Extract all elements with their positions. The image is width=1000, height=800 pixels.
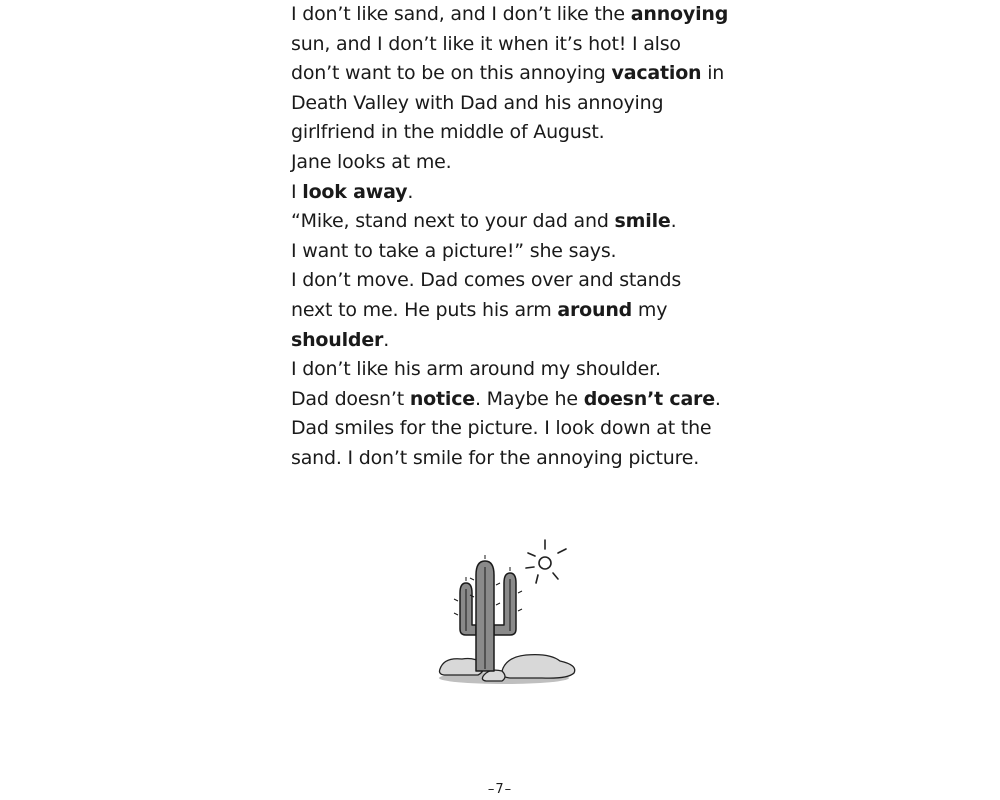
text-segment: . Maybe he bbox=[474, 387, 584, 410]
bold-word: annoying bbox=[630, 3, 729, 25]
text-line bbox=[291, 385, 731, 415]
text-line bbox=[291, 118, 731, 148]
text-segment: . bbox=[383, 328, 390, 351]
bold-word: vacation bbox=[611, 62, 702, 85]
text-segment: I bbox=[291, 180, 303, 203]
text-segment: I want to take a picture!” she says. bbox=[291, 239, 617, 262]
text-segment: girlfriend in the middle of August. bbox=[291, 121, 605, 144]
text-segment: I don’t move. Dad comes over and stands bbox=[291, 269, 682, 292]
text-line bbox=[291, 89, 731, 119]
cactus-and-sun-icon bbox=[432, 535, 577, 690]
text-line bbox=[291, 296, 731, 326]
text-line bbox=[291, 414, 731, 444]
text-segment: . bbox=[670, 210, 677, 233]
text-line bbox=[291, 355, 731, 385]
text-segment: in bbox=[701, 62, 725, 85]
text-segment: . bbox=[714, 387, 721, 410]
text-line bbox=[291, 148, 731, 178]
text-segment: Jane looks at me. bbox=[291, 150, 452, 173]
text-line bbox=[291, 326, 731, 356]
bold-word: look away bbox=[302, 180, 408, 203]
text-line bbox=[291, 237, 731, 267]
text-segment: Death Valley with Dad and his annoying bbox=[291, 91, 664, 114]
bold-word: shoulder bbox=[291, 328, 384, 351]
text-line bbox=[291, 30, 731, 60]
bold-word: around bbox=[557, 298, 633, 321]
sun-icon bbox=[526, 540, 566, 583]
text-segment: I don’t like sand, and I don’t like the bbox=[291, 3, 631, 25]
text-line bbox=[291, 0, 731, 30]
text-line bbox=[291, 59, 731, 89]
text-line bbox=[291, 207, 731, 237]
cactus bbox=[460, 561, 516, 671]
bold-word: doesn’t care bbox=[583, 387, 715, 410]
text-segment: next to me. He puts his arm bbox=[291, 298, 558, 321]
text-segment: don’t want to be on this annoying bbox=[291, 62, 612, 85]
text-segment: Dad doesn’t bbox=[291, 387, 410, 410]
text-segment: sun, and I don’t like it when it’s hot! I also bbox=[291, 32, 681, 55]
text-segment: Dad smiles for the picture. I look down at the bbox=[291, 417, 712, 440]
text-line bbox=[291, 444, 731, 474]
text-segment: . bbox=[407, 180, 414, 203]
text-segment: sand. I don’t smile for the annoying picture. bbox=[291, 446, 700, 469]
bold-word: notice bbox=[409, 387, 475, 410]
text-segment: I don’t like his arm around my shoulder. bbox=[291, 358, 661, 381]
text-segment: “Mike, stand next to your dad and bbox=[291, 210, 615, 233]
text-line bbox=[291, 266, 731, 296]
text-line bbox=[291, 178, 731, 208]
story-text bbox=[291, 0, 731, 474]
text-segment: my bbox=[632, 298, 668, 321]
page-number: –7– bbox=[487, 782, 513, 797]
bold-word: smile bbox=[614, 210, 671, 233]
